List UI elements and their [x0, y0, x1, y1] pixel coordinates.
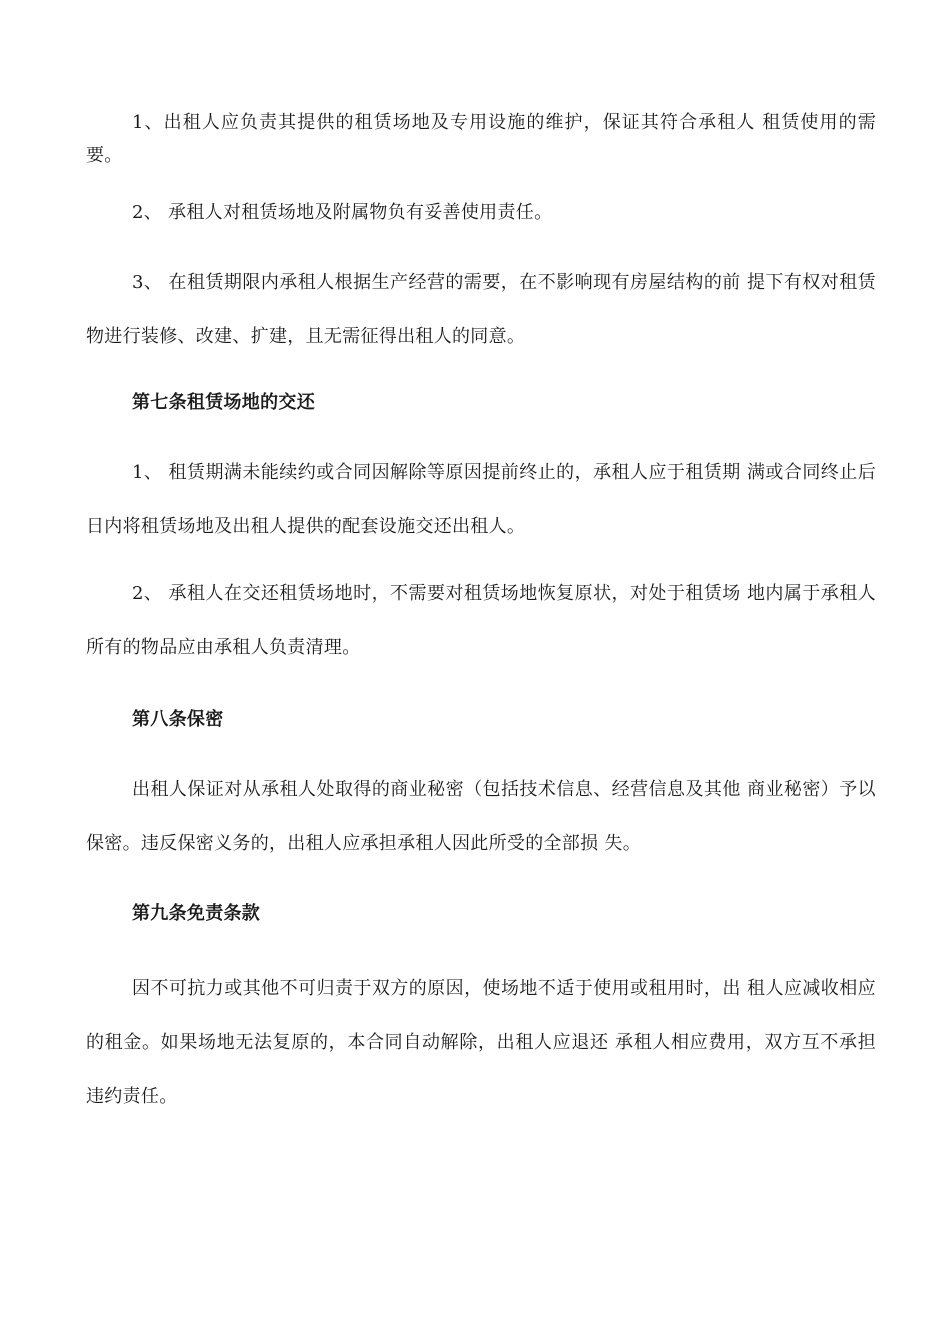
article-8-heading: 第八条保密 — [132, 709, 224, 730]
article-9-heading: 第九条免责条款 — [132, 903, 261, 924]
clause-7-1: 1、 租赁期满未能续约或合同因解除等原因提前终止的，承租人应于租赁期 满或合同终止后 日内将租赁场地及出租人提供的配套设施交还出租人。 — [86, 462, 876, 537]
clause-6-2: 2、 承租人对租赁场地及附属物负有妥善使用责任。 — [132, 202, 553, 223]
clause-6-1: 1、出租人应负责其提供的租赁场地及专用设施的维护，保证其符合承租人 租赁使用的需要。 — [86, 112, 876, 166]
clause-6-3: 3、 在租赁期限内承租人根据生产经营的需要，在不影响现有房屋结构的前 提下有权对租赁物进行装修、改建、扩建，且无需征得出租人的同意。 — [86, 272, 876, 347]
clause-7-2: 2、 承租人在交还租赁场地时，不需要对租赁场地恢复原状，对处于租赁场 地内属于承租人所有的物品应由承租人负责清理。 — [86, 583, 876, 658]
article-8-body: 出租人保证对从承租人处取得的商业秘密（包括技术信息、经营信息及其他 商业秘密）予以保密。违反保密义务的，出租人应承担承租人因此所受的全部损 失。 — [86, 779, 876, 854]
article-9-body: 因不可抗力或其他不可归责于双方的原因，使场地不适于使用或租用时，出 租人应减收相应的租金。如果场地无法复原的，本合同自动解除，出租人应退还 承租人相应费用，双方互不承担违约责任。 — [86, 978, 876, 1107]
article-7-heading: 第七条租赁场地的交还 — [132, 392, 315, 413]
